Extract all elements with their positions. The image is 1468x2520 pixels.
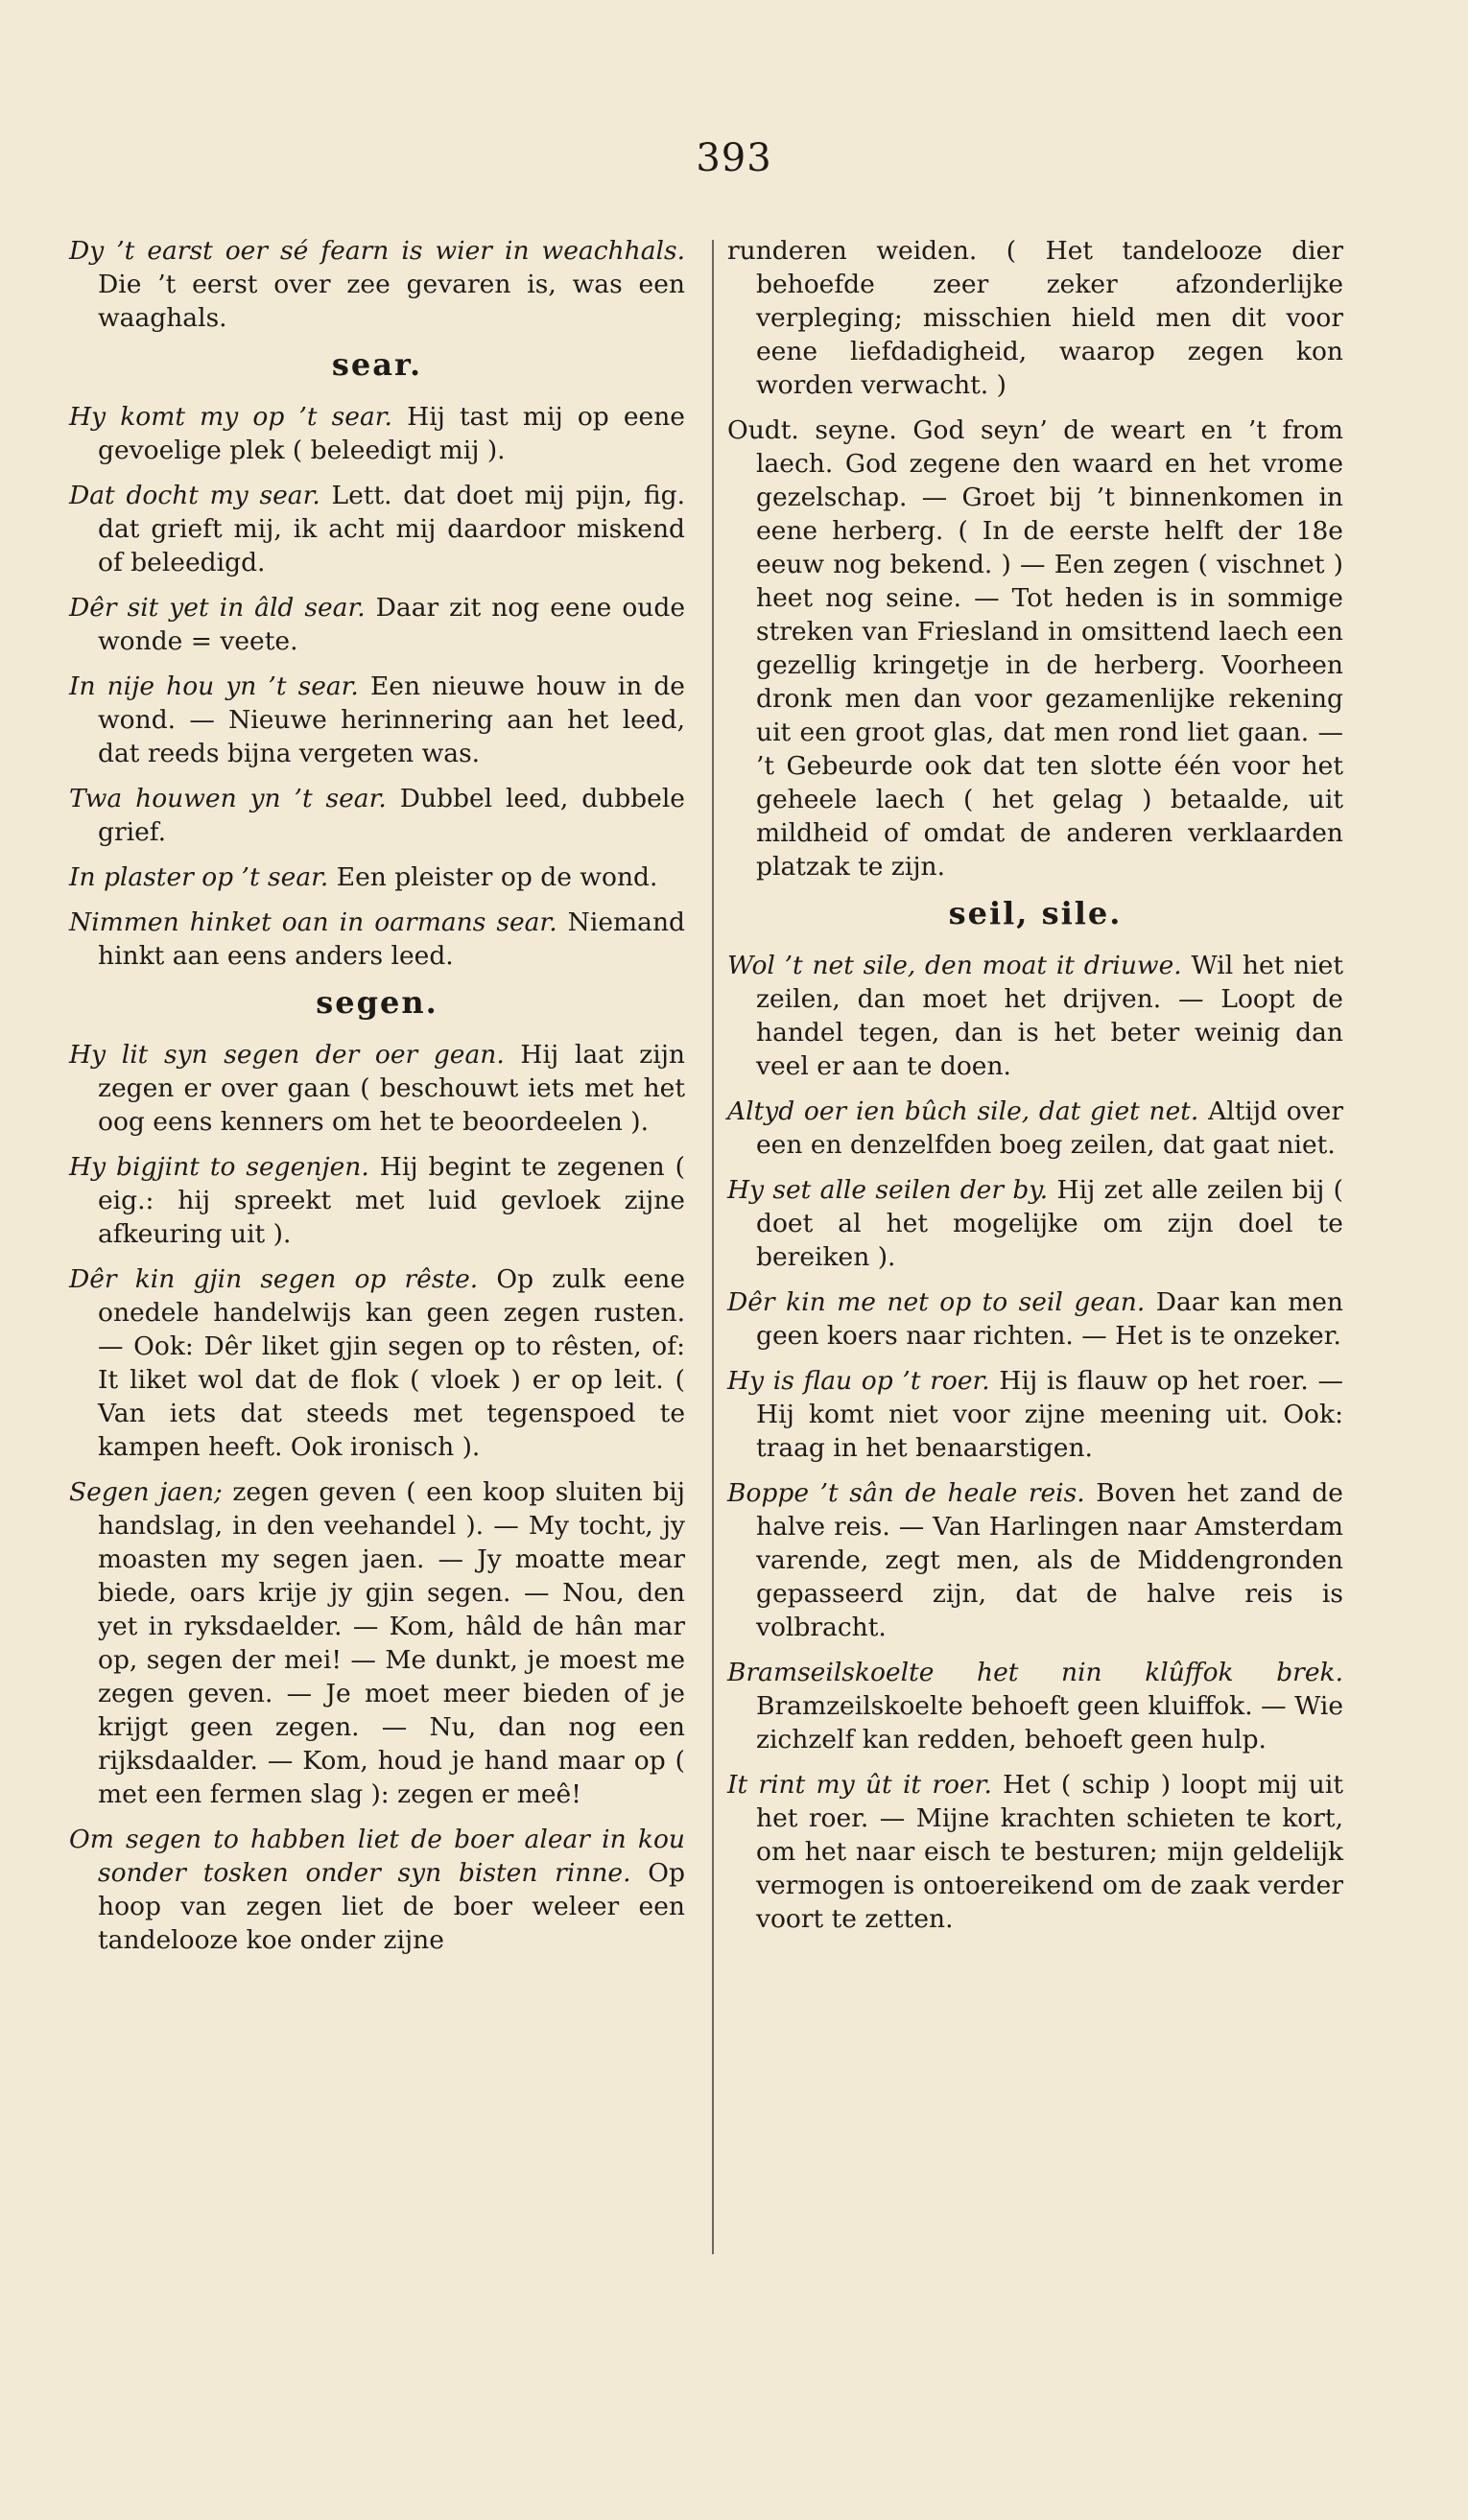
frisian-phrase: Hy komt my op ’t sear. [69,402,392,432]
dictionary-entry [727,1364,1343,1465]
dutch-translation: Op hoop van zegen liet de boer weleer een tandelooze koe onder zijne [98,1858,685,1955]
dictionary-entry [69,860,685,894]
dutch-translation: runderen weiden. ( Het tandelooze dier behoefde zeer zeker afzonderlijke verpleging; misschien hield men dit voor eene liefdadigheid, waarop zegen kon worden verwacht. ) [727,236,1343,400]
frisian-phrase: Dêr kin gjin segen op rêste. [69,1264,479,1294]
dutch-translation: Wil het niet zeilen, dan moet het drijven. — Loopt de handel tegen, dan is het beter weinig dan veel er aan te doen. [756,951,1343,1081]
dutch-translation: Oudt. seyne. God seyn’ de weart en ’t from laech. God zegene den waard en het vrome gezelschap. — Groet bij ’t binnenkomen in eene herberg. ( In de eerste helft der 18e eeuw nog bekend. ) — Een zegen ( vischnet ) heet nog seine. — Tot heden is in sommige streken van Friesland in omsittend laech een gezellig kringetje in de herberg. Voorheen dronk men dan voor gezamenlijke rekening uit een groot glas, dat men rond liet gaan. — ’t Gebeurde ook dat ten slotte één voor het geheele laech ( het gelag ) betaalde, uit mildheid of omdat de anderen verklaarden platzak te zijn. [727,415,1343,882]
dutch-translation: Hij is flauw op het roer. — Hij komt niet voor zijne meening uit. Ook: traag in het benaarstigen. [756,1366,1343,1463]
left-column [69,234,685,1968]
dutch-translation: Bramzeilskoelte behoeft geen kluiffok. — Wie zichzelf kan redden, behoeft geen hulp. [756,1691,1343,1755]
frisian-phrase: Hy set alle seilen der by. [727,1175,1049,1205]
dutch-translation: Op zulk eene onedele handelwijs kan geen zegen rusten. — Ook: Dêr liket gjin segen op to rêsten, of: It liket wol dat de flok ( vloek ) er op leit. ( Van iets dat steeds met tegenspoed te kampen heeft. Ook ironisch ). [98,1264,686,1462]
dictionary-entry [69,782,685,849]
section-heading: segen. [316,984,438,1021]
dictionary-entry [727,1173,1343,1274]
frisian-phrase: Dat docht my sear. [69,481,320,510]
dutch-translation: Daar zit nog eene oude wonde = veete. [98,593,686,656]
frisian-phrase: Dêr sit yet in âld sear. [69,593,366,623]
dictionary-entry [69,1262,685,1464]
column-divider [712,240,714,2254]
frisian-phrase: Twa houwen yn ’t sear. [69,784,387,813]
dictionary-entry [69,1823,685,1957]
dutch-translation: Boven het zand de halve reis. — Van Harlingen naar Amsterdam varende, zegt men, als de Middengronden gepasseerd zijn, dat de halve reis is volbracht. [756,1478,1343,1642]
dictionary-entry [727,1768,1343,1936]
dutch-translation: Lett. dat doet mij pijn, fig. dat grieft mij, ik acht mij daardoor miskend of beleedigd. [98,481,685,577]
frisian-phrase: Wol ’t net sile, den moat it driuwe. [727,951,1182,980]
frisian-phrase: In nije hou yn ’t sear. [69,671,359,701]
dictionary-entry [727,1656,1343,1756]
dictionary-entry [69,906,685,973]
dictionary-entry [69,234,685,335]
dictionary-entry [69,670,685,770]
frisian-phrase: Boppe ’t sân de heale reis. [727,1478,1085,1508]
dictionary-entry [727,1476,1343,1644]
section-heading: seil, sile. [948,895,1123,931]
dictionary-entry [69,1038,685,1139]
frisian-phrase: Om segen to habben liet de boer alear in kou sonder tosken onder syn bisten rinne. [69,1825,685,1888]
frisian-phrase: Nimmen hinket oan in oarmans sear. [69,907,557,937]
page-number: 393 [696,136,772,180]
dutch-translation: Hij zet alle zeilen bij ( doet al het mogelijke om zijn doel te bereiken ). [756,1175,1343,1272]
frisian-phrase: Segen jaen; [69,1477,223,1507]
frisian-phrase: It rint my ût it roer. [727,1770,992,1800]
dictionary-entry [727,413,1343,883]
frisian-phrase: Hy is flau op ’t roer. [727,1366,990,1396]
dictionary-entry [727,949,1343,1083]
frisian-phrase: Dy ’t earst oer sé fearn is wier in weachhals. [69,236,685,266]
dutch-translation: Een pleister op de wond. [328,862,658,892]
dutch-translation: Het ( schip ) loopt mij uit het roer. — Mijne krachten schieten te kort, om het naar eisch te besturen; mijn geldelijk vermogen is ontoereikend om de zaak verder voort te zetten. [756,1770,1343,1934]
right-column [727,234,1343,1947]
dutch-translation: Daar kan men geen koers naar richten. — Het is te onzeker. [756,1287,1344,1351]
dictionary-entry [727,1095,1343,1162]
dutch-translation: zegen geven ( een koop sluiten bij handslag, in den veehandel ). — My tocht, jy moasten my segen jaen. — Jy moatte mear biede, oars krije jy gjin segen. — Nou, den yet in ryksdaelder. — Kom, hâld de hân mar op, segen der mei! — Me dunkt, je moest me zegen geven. — Je moet meer bieden of je krijgt geen zegen. — Nu, dan nog een rijksdaalder. — Kom, houd je hand maar op ( met een fermen slag ): zegen er meê! [98,1477,685,1809]
frisian-phrase: Hy lit syn segen der oer gean. [69,1040,505,1070]
dutch-translation: Hij begint te zegenen ( eig.: hij spreekt met luid gevloek zijne afkeuring uit ). [98,1152,685,1249]
frisian-phrase: Dêr kin me net op to seil gean. [727,1287,1146,1317]
dutch-translation: Een nieuwe houw in de wond. — Nieuwe herinnering aan het leed, dat reeds bijna vergeten was. [98,671,685,768]
frisian-phrase: In plaster op ’t sear. [69,862,329,892]
dictionary-entry [69,1150,685,1251]
dictionary-entry [69,400,685,467]
frisian-phrase: Hy bigjint to segenjen. [69,1152,369,1182]
dictionary-entry [69,591,685,658]
dutch-translation: Hij laat zijn zegen er over gaan ( beschouwt iets met het oog eens kenners om het te beoordeelen ). [98,1040,685,1137]
frisian-phrase: Bramseilskoelte het nin klûffok brek. [727,1658,1343,1687]
dutch-translation: Dubbel leed, dubbele grief. [98,784,685,847]
dictionary-entry [727,1285,1343,1353]
dutch-translation: Altijd over een en denzelfden boeg zeilen, dat gaat niet. [756,1096,1343,1160]
frisian-phrase: Altyd oer ien bûch sile, dat giet net. [727,1096,1199,1126]
dutch-translation: Hij tast mij op eene gevoelige plek ( beleedigt mij ). [98,402,685,465]
dutch-translation: Niemand hinkt aan eens anders leed. [98,907,685,971]
dictionary-entry [69,479,685,579]
section-heading: sear. [331,346,423,383]
dictionary-entry [727,234,1343,402]
dictionary-entry [69,1475,685,1811]
dutch-translation: Die ’t eerst over zee gevaren is, was een waaghals. [98,270,685,333]
